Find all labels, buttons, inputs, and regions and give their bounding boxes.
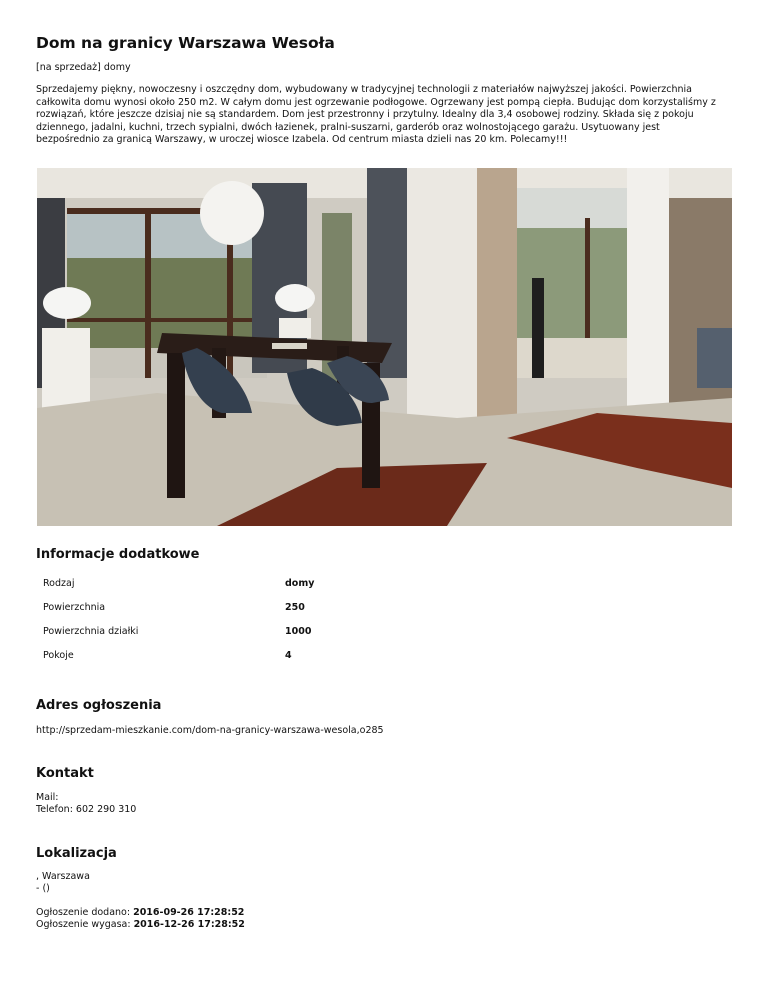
date-expires-value: 2016-12-26 17:28:52 (133, 919, 245, 930)
info-label: Powierzchnia działki (43, 626, 139, 637)
date-added-label: Ogłoszenie dodano: (36, 907, 134, 918)
listing-description: Sprzedajemy piękny, nowoczesny i oszczędny dom, wybudowany w tradycyjnej technologii z materiałów najwyższej jakości. Powierzchnia całkowita domu wynosi około 250 m2. W całym domu jest ogrzewanie podłogowe. Ogrzewany jest pompą ciepła. Budując dom korzystaliśmy z rozwiązań, które jeszcze dzisiaj nie są standardem. Dom jest przestronny i przytulny. Idealny dla 3,4 osobowej rodziny. Składa się z pokoju dziennego, jadalni, kuchni, trzech sypialni, dwóch łazienek, pralni-suszarni, garderób oraz wolnostojącego garażu. Usytuowany jest bezpośrednio za granicą Warszawy, w uroczej wiosce Izabela. Od centrum miasta dzieli nas 20 km. Polecamy!!! (36, 84, 716, 146)
info-label: Pokoje (43, 650, 74, 661)
date-expires (36, 918, 245, 931)
address-heading: Adres ogłoszenia (36, 698, 162, 713)
date-added-value: 2016-09-26 17:28:52 (133, 907, 245, 918)
contact-phone: Telefon: 602 290 310 (36, 804, 137, 815)
listing-category: [na sprzedaż] domy (36, 62, 131, 73)
info-value: 4 (285, 650, 292, 661)
listing-photo (37, 168, 732, 526)
listing-url[interactable]: http://sprzedam-mieszkanie.com/dom-na-granicy-warszawa-wesola,o285 (36, 725, 384, 736)
info-label: Rodzaj (43, 578, 75, 589)
contact-mail: Mail: (36, 792, 59, 803)
location-region: - () (36, 883, 50, 894)
info-value: domy (285, 578, 315, 589)
location-city: , Warszawa (36, 871, 90, 882)
contact-heading: Kontakt (36, 766, 94, 781)
location-heading: Lokalizacja (36, 846, 117, 861)
info-label: Powierzchnia (43, 602, 106, 613)
info-heading: Informacje dodatkowe (36, 547, 200, 562)
listing-title: Dom na granicy Warszawa Wesoła (36, 34, 335, 52)
date-expires-label: Ogłoszenie wygasa: (36, 919, 134, 930)
info-value: 1000 (285, 626, 312, 637)
info-value: 250 (285, 602, 305, 613)
